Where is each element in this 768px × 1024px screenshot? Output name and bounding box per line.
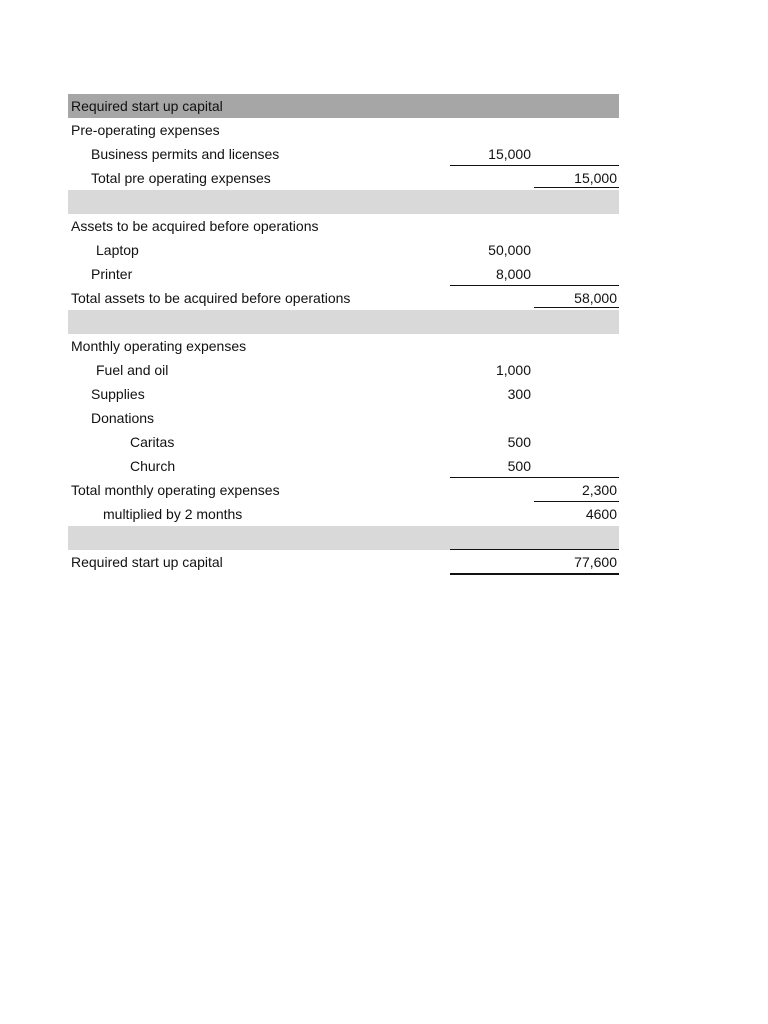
multiplied-value: 4600	[585, 506, 617, 522]
fuel-oil-label: Fuel and oil	[96, 362, 169, 378]
church-label: Church	[130, 458, 176, 474]
monthly-heading-row	[68, 334, 619, 358]
caritas-row	[68, 430, 619, 454]
supplies-row	[68, 382, 619, 406]
monthly-total-label: Total monthly operating expenses	[71, 482, 280, 498]
printer-row	[68, 262, 619, 286]
laptop-value: 50,000	[488, 242, 531, 258]
spacer-band	[68, 310, 619, 334]
business-permits-row	[68, 142, 619, 166]
title-row	[68, 94, 619, 118]
pre-operating-total-value: 15,000	[574, 170, 617, 186]
printer-label: Printer	[91, 266, 133, 282]
business-permits-label: Business permits and licenses	[91, 146, 280, 162]
summary-value: 77,600	[574, 554, 617, 570]
assets-total-label: Total assets to be acquired before operations	[71, 290, 351, 306]
laptop-row	[68, 238, 619, 262]
cell-border	[450, 573, 619, 575]
assets-total-value: 58,000	[574, 290, 617, 306]
assets-heading-row	[68, 214, 619, 238]
pre-operating-total-label: Total pre operating expenses	[91, 170, 271, 186]
monthly-total-value: 2,300	[581, 482, 617, 498]
laptop-label: Laptop	[96, 242, 139, 258]
fuel-oil-value: 1,000	[495, 362, 531, 378]
pre-operating-total-row	[68, 166, 619, 190]
summary-label: Required start up capital	[71, 554, 223, 570]
summary-row	[68, 550, 619, 574]
donations-label: Donations	[91, 410, 155, 426]
printer-value: 8,000	[495, 266, 531, 282]
pre-operating-heading: Pre-operating expenses	[71, 122, 220, 138]
assets-total-row	[68, 286, 619, 310]
spacer-band	[68, 190, 619, 214]
multiplied-row	[68, 502, 619, 526]
monthly-total-row	[68, 478, 619, 502]
caritas-label: Caritas	[130, 434, 175, 450]
supplies-value: 300	[507, 386, 531, 402]
caritas-value: 500	[507, 434, 531, 450]
pre-operating-heading-row	[68, 118, 619, 142]
multiplied-label: multiplied by 2 months	[103, 506, 243, 522]
spacer-band	[68, 526, 619, 550]
assets-heading: Assets to be acquired before operations	[71, 218, 319, 234]
donations-row	[68, 406, 619, 430]
monthly-heading: Monthly operating expenses	[71, 338, 247, 354]
worksheet-title: Required start up capital	[71, 98, 223, 114]
fuel-oil-row	[68, 358, 619, 382]
church-row	[68, 454, 619, 478]
capital-worksheet	[68, 94, 619, 574]
supplies-label: Supplies	[91, 386, 145, 402]
church-value: 500	[507, 458, 531, 474]
business-permits-value: 15,000	[488, 146, 531, 162]
